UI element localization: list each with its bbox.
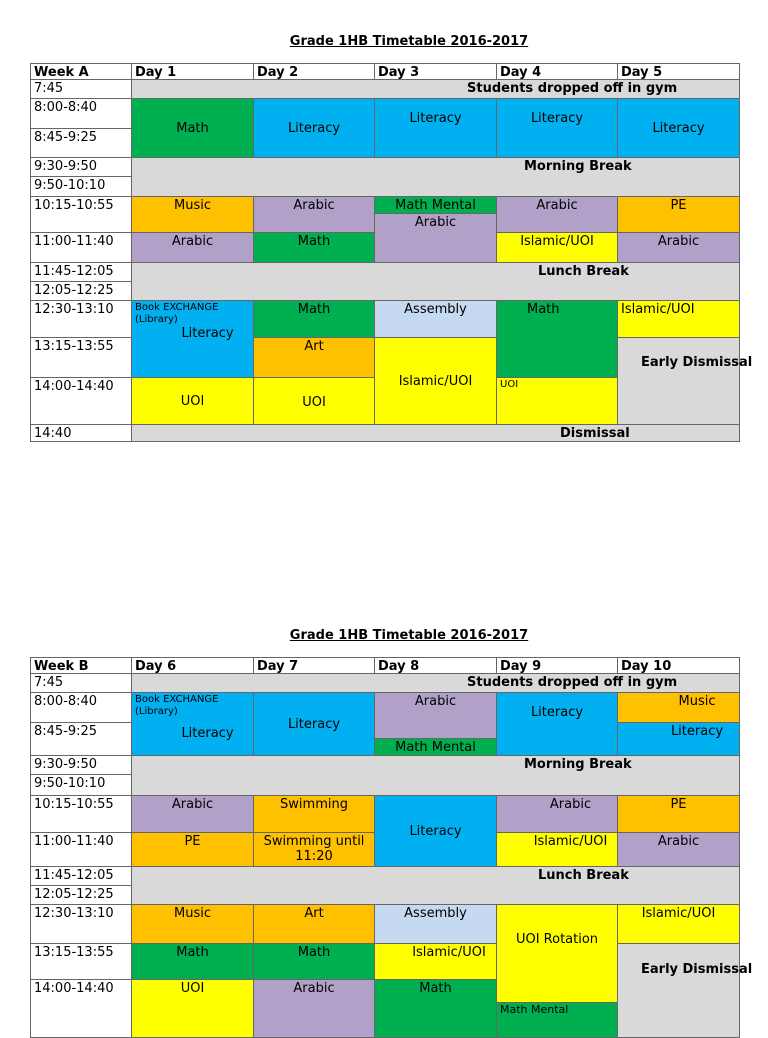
morning-break-label: Morning Break xyxy=(524,159,632,174)
time-cell: 8:45-9:25 xyxy=(31,129,132,158)
dropoff-label: Students dropped off in gym xyxy=(467,81,678,96)
time-cell: 14:00-14:40 xyxy=(31,378,132,425)
lesson-swimming-until: Swimming until 11:20 xyxy=(254,833,375,867)
lesson-literacy: Literacy xyxy=(497,99,618,158)
lesson-literacy: Literacy xyxy=(254,99,375,158)
lesson-arabic: Arabic xyxy=(132,796,254,833)
lesson-uoi: UOI xyxy=(254,378,375,425)
lesson-islamic-uoi: Islamic/UOI xyxy=(618,905,740,944)
lesson-arabic: Arabic xyxy=(254,980,375,1038)
lesson-swimming: Swimming xyxy=(254,796,375,833)
lesson-math-mental: Math Mental xyxy=(375,197,497,214)
book-exchange-label: Book EXCHANGE (Library) xyxy=(135,694,219,717)
lesson-literacy: Literacy xyxy=(497,693,618,756)
header-day: Day 9 xyxy=(497,658,618,674)
lunch-break-row xyxy=(132,263,740,301)
lunch-break-label: Lunch Break xyxy=(538,868,629,883)
lesson-uoi: UOI xyxy=(497,378,618,425)
dropoff-row xyxy=(132,674,740,693)
time-cell: 9:50-10:10 xyxy=(31,177,132,197)
time-cell: 9:30-9:50 xyxy=(31,756,132,775)
lesson-arabic: Arabic xyxy=(618,233,740,263)
lesson-math: Math xyxy=(132,944,254,980)
literacy-label: Literacy xyxy=(181,726,234,741)
week-b-timetable xyxy=(30,657,753,1038)
lesson-uoi: UOI xyxy=(132,980,254,1038)
lesson-arabic: Arabic xyxy=(497,796,618,833)
lesson-math: Math xyxy=(254,944,375,980)
lesson-assembly: Assembly xyxy=(375,905,497,944)
lesson-math: Math xyxy=(254,301,375,338)
lesson-islamic-uoi: Islamic/UOI xyxy=(497,833,618,867)
early-dismissal-cell xyxy=(618,338,753,425)
time-cell: 12:05-12:25 xyxy=(31,282,132,301)
dropoff-row xyxy=(132,80,740,99)
header-day: Day 6 xyxy=(132,658,254,674)
header-day: Day 1 xyxy=(132,64,254,80)
lesson-book-exchange-literacy xyxy=(132,301,254,378)
lesson-arabic: Arabic xyxy=(618,833,740,867)
time-cell: 14:00-14:40 xyxy=(31,980,132,1038)
time-cell: 12:30-13:10 xyxy=(31,905,132,944)
lesson-music: Music xyxy=(132,905,254,944)
lesson-math: Math xyxy=(254,233,375,263)
header-day: Day 7 xyxy=(254,658,375,674)
morning-break-label: Morning Break xyxy=(524,757,632,772)
lesson-literacy: Literacy xyxy=(618,723,740,756)
time-cell: 8:00-8:40 xyxy=(31,99,132,129)
lesson-math-mental: Math Mental xyxy=(375,739,497,756)
lesson-music: Music xyxy=(618,693,740,723)
time-cell: 11:45-12:05 xyxy=(31,263,132,282)
header-day: Day 10 xyxy=(618,658,740,674)
lesson-arabic: Arabic xyxy=(497,197,618,233)
time-cell: 9:30-9:50 xyxy=(31,158,132,177)
header-day: Day 5 xyxy=(618,64,740,80)
lunch-break-label: Lunch Break xyxy=(538,264,629,279)
time-cell: 9:50-10:10 xyxy=(31,775,132,796)
early-dismissal-label: Early Dismissal xyxy=(641,355,753,370)
time-cell: 13:15-13:55 xyxy=(31,944,132,980)
lesson-arabic: Arabic xyxy=(375,693,497,739)
literacy-label: Literacy xyxy=(181,326,234,341)
time-cell: 10:15-10:55 xyxy=(31,197,132,233)
header-week: Week B xyxy=(31,658,132,674)
header-day: Day 8 xyxy=(375,658,497,674)
week-a-title: Grade 1HB Timetable 2016-2017 xyxy=(289,34,529,49)
time-cell: 14:40 xyxy=(31,425,132,442)
early-dismissal-label: Early Dismissal xyxy=(641,962,753,977)
lesson-math: Math xyxy=(132,99,254,158)
lesson-islamic-uoi: Islamic/UOI xyxy=(497,233,618,263)
time-cell: 11:00-11:40 xyxy=(31,833,132,867)
lesson-islamic-uoi: Islamic/UOI xyxy=(618,301,740,338)
time-cell: 7:45 xyxy=(31,80,132,99)
book-exchange-label: Book EXCHANGE (Library) xyxy=(135,302,219,325)
lesson-literacy: Literacy xyxy=(375,796,497,867)
time-cell: 7:45 xyxy=(31,674,132,693)
lesson-uoi-rotation: UOI Rotation xyxy=(497,905,618,1003)
lesson-uoi: UOI xyxy=(132,378,254,425)
header-day: Day 3 xyxy=(375,64,497,80)
time-cell: 11:45-12:05 xyxy=(31,867,132,886)
lesson-pe: PE xyxy=(618,796,740,833)
lesson-math-mental: Math Mental xyxy=(497,1003,618,1038)
lesson-literacy: Literacy xyxy=(375,99,497,158)
lesson-pe: PE xyxy=(618,197,740,233)
lesson-arabic: Arabic xyxy=(132,233,254,263)
lesson-book-exchange-literacy xyxy=(132,693,254,756)
lunch-break-row xyxy=(132,867,740,905)
time-cell: 8:00-8:40 xyxy=(31,693,132,723)
lesson-arabic: Arabic xyxy=(375,214,497,263)
lesson-assembly: Assembly xyxy=(375,301,497,338)
morning-break-row xyxy=(132,158,740,197)
time-cell: 10:15-10:55 xyxy=(31,796,132,833)
header-day: Day 4 xyxy=(497,64,618,80)
lesson-islamic-uoi: Islamic/UOI xyxy=(375,338,497,425)
time-cell: 12:05-12:25 xyxy=(31,886,132,905)
header-day: Day 2 xyxy=(254,64,375,80)
lesson-math: Math xyxy=(497,301,618,378)
week-a-timetable xyxy=(30,63,753,442)
week-b-title: Grade 1HB Timetable 2016-2017 xyxy=(289,628,529,643)
time-cell: 11:00-11:40 xyxy=(31,233,132,263)
time-cell: 13:15-13:55 xyxy=(31,338,132,378)
lesson-music: Music xyxy=(132,197,254,233)
morning-break-row xyxy=(132,756,740,796)
dismissal-row xyxy=(132,425,740,442)
lesson-literacy: Literacy xyxy=(254,693,375,756)
lesson-arabic: Arabic xyxy=(254,197,375,233)
dropoff-label: Students dropped off in gym xyxy=(467,675,678,690)
time-cell: 12:30-13:10 xyxy=(31,301,132,338)
lesson-islamic-uoi: Islamic/UOI xyxy=(375,944,497,980)
lesson-literacy: Literacy xyxy=(618,99,740,158)
lesson-art: Art xyxy=(254,905,375,944)
lesson-art: Art xyxy=(254,338,375,378)
time-cell: 8:45-9:25 xyxy=(31,723,132,756)
dismissal-label: Dismissal xyxy=(560,426,630,441)
lesson-math: Math xyxy=(375,980,497,1038)
lesson-pe: PE xyxy=(132,833,254,867)
header-week: Week A xyxy=(31,64,132,80)
